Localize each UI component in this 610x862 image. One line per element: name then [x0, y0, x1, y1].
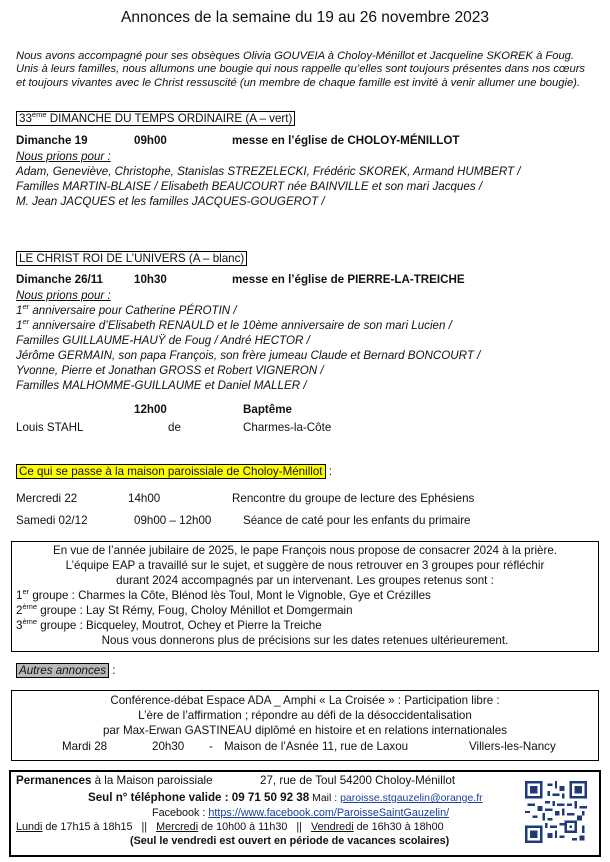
permanences-address: Permanences à la Maison paroissiale	[16, 774, 213, 787]
qr-code-icon	[525, 781, 587, 843]
event-desc: Séance de caté pour les enfants du primaire	[243, 514, 471, 527]
jubile-line: L’équipe EAP a travaillé sur le sujet, et suggère de nous retrouver en 3 groupes pour réfléchir	[65, 559, 545, 572]
sunday2-line: Familles MALHOMME-GUILLAUME et Daniel MALLER /	[16, 379, 307, 392]
sunday2-pray-label: Nous prions pour :	[16, 289, 111, 302]
conference-line: L’ère de l’affirmation ; répondre au défi de la désoccidentalisation	[138, 709, 472, 722]
bapteme-label: Baptême	[243, 403, 292, 416]
facebook-link[interactable]: https://www.facebook.com/ParoisseSaintGauzelin/	[208, 807, 450, 819]
sunday2-line: Jérôme GERMAIN, son papa François, son frère jumeau Claude et Bernard BONCOURT /	[16, 349, 481, 362]
event-day: Samedi 02/12	[16, 514, 88, 527]
sunday2-heading: LE CHRIST ROI DE L’UNIVERS (A – blanc)	[16, 252, 247, 265]
mail-link[interactable]: paroisse.stgauzelin@orange.fr	[340, 792, 483, 804]
intro-paragraph: Nous avons accompagné pour ses obsèques Olivia GOUVEIA à Choloy-Ménillot et Jacqueline SKOREK à Foug. Unis à leurs familles, nous allumons une bougie qui nous rappelle qu’elles sont toujours présentes dans nos cœurs et toujours vivantes avec le Christ ressuscité (un membre de chaque famille est invité à venir allumer une bougie).	[16, 50, 586, 89]
jubile-line: durant 2024 accompagnés par un intervenant. Les groupes retenus sont :	[116, 574, 494, 587]
event-day: Mercredi 22	[16, 492, 78, 505]
conference-time: 20h30	[152, 740, 185, 753]
conference-place: Maison de l’Asnée 11, rue de Laxou	[224, 740, 409, 753]
conference-date: Mardi 28	[62, 740, 108, 753]
event-time: 14h00	[128, 492, 161, 505]
permanences-facebook: Facebook : https://www.facebook.com/ParoisseSaintGauzelin/	[152, 807, 450, 819]
conference-city: Villers-les-Nancy	[469, 740, 556, 753]
jubile-group: 3ème groupe : Bicqueley, Moutrot, Ochey et Pierre la Treiche	[16, 617, 322, 632]
permanences-hours: Lundi de 17h15 à 18h15 || Mercredi de 10h00 à 11h30 || Vendredi de 16h30 à 18h00	[16, 821, 444, 833]
conference-line: Conférence-débat Espace ADA _ Amphi « La Croisée » : Participation libre :	[110, 694, 500, 707]
permanences-note: (Seul le vendredi est ouvert en période de vacances scolaires)	[130, 835, 450, 847]
sunday2-line: 1er anniversaire pour Catherine PÉROTIN /	[16, 302, 237, 317]
bapteme-name: Louis STAHL	[16, 421, 84, 434]
jubile-group: 1er groupe : Charmes la Côte, Blénod lès Toul, Mont le Vignoble, Gye et Crézilles	[16, 587, 431, 602]
sunday2-line: Yvonne, Pierre et Jonathan GROSS et Robert VIGNERON /	[16, 364, 324, 377]
sunday1-time: 09h00	[134, 134, 167, 147]
sunday2-day: Dimanche 26/11	[16, 273, 104, 286]
event-desc: Rencontre du groupe de lecture des Ephésiens	[232, 492, 475, 505]
sunday2-line: Familles GUILLAUME-HAUŸ de Foug / André HECTOR /	[16, 334, 310, 347]
permanences-contact: Seul n° téléphone valide : 09 71 50 92 38 Mail : paroisse.stgauzelin@orange.fr	[88, 791, 483, 804]
permanences-street: 27, rue de Toul 54200 Choloy-Ménillot	[260, 774, 456, 787]
jubile-line: Nous vous donnerons plus de précisions sur les dates retenues ultérieurement.	[101, 634, 509, 647]
maison-heading: Ce qui se passe à la maison paroissiale de Choloy-Ménillot :	[16, 465, 332, 478]
jubile-group: 2ème groupe : Lay St Rémy, Foug, Choloy Ménillot et Domgermain	[16, 602, 353, 617]
sunday1-day: Dimanche 19	[16, 134, 88, 147]
page-title: Annonces de la semaine du 19 au 26 novembre 2023	[121, 9, 489, 26]
sunday2-mass: messe en l’église de PIERRE-LA-TREICHE	[232, 273, 465, 286]
sunday1-pray-label: Nous prions pour :	[16, 150, 111, 163]
jubile-line: En vue de l’année jubilaire de 2025, le pape François nous propose de consacrer 2024 à la prière.	[52, 544, 558, 557]
conference-dash: -	[209, 740, 213, 753]
event-time: 09h00 – 12h00	[134, 514, 212, 527]
sunday2-time: 10h30	[134, 273, 167, 286]
sunday1-heading: 33ème DIMANCHE DU TEMPS ORDINAIRE (A – vert)	[16, 112, 295, 125]
bapteme-place: Charmes-la-Côte	[243, 421, 332, 434]
sunday1-mass: messe en l’église de CHOLOY-MÉNILLOT	[232, 134, 460, 147]
conference-line: par Max-Erwan GASTINEAU diplômé en histoire et en relations internationales	[102, 724, 508, 737]
sunday1-line: M. Jean JACQUES et les familles JACQUES-GOUGEROT /	[16, 195, 325, 208]
bapteme-de: de	[168, 421, 181, 434]
bapteme-time: 12h00	[134, 403, 167, 416]
sunday2-line: 1er anniversaire d’Elisabeth RENAULD et le 10ème anniversaire de son mari Lucien /	[16, 317, 452, 332]
autres-heading: Autres annonces :	[16, 664, 115, 677]
sunday1-line: Familles MARTIN-BLAISE / Elisabeth BEAUCOURT née BAINVILLE et son mari Jacques /	[16, 180, 483, 193]
sunday1-line: Adam, Geneviève, Christophe, Stanislas STREZELECKI, Frédéric SKOREK, Armand HUMBERT /	[16, 165, 521, 178]
